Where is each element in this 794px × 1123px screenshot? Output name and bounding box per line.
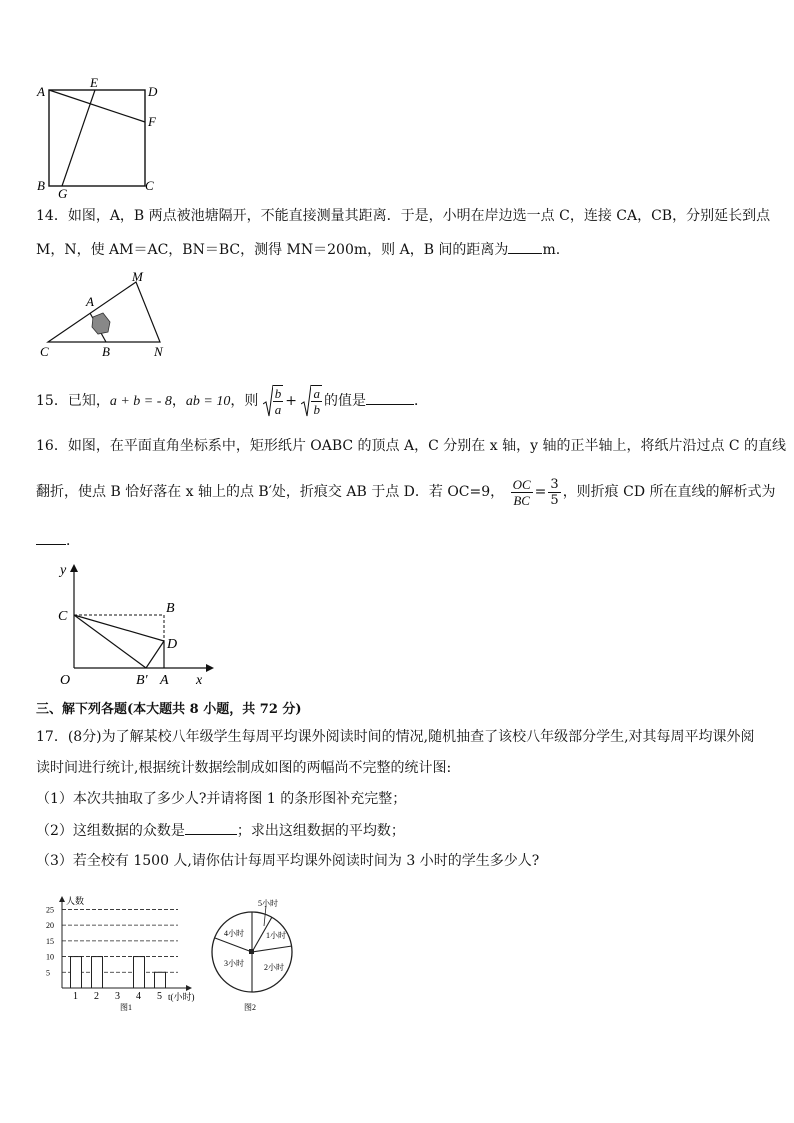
bar-chart-ylabel: 人数 (66, 896, 85, 906)
q16-end: ． (66, 533, 80, 549)
label-A: A (160, 673, 169, 688)
label-C: C (40, 344, 49, 359)
pie-label-5h: 5小时 (258, 899, 278, 908)
q17-sub2-text: （2）这组数据的众数是 (36, 823, 185, 839)
question-17-sub3: （3）若全校有 1500 人,请你估计每周平均课外阅读时间为 3 小时的学生多少人? (36, 853, 540, 869)
question-15: 15．已知，a + b = - 8，ab = 10，则 $\frac{b}{a}$ + $\frac{a}{b}$ 的值是 ． (36, 386, 428, 417)
q15-cond2: ab = 10 (185, 394, 231, 409)
fraction-three-fifths (548, 477, 560, 508)
y-tick-label: 5 (46, 968, 50, 978)
q16-val-num: 3 (550, 476, 559, 492)
bar-chart-title: 图1 (120, 1003, 132, 1012)
fraction-oc-bc (511, 477, 533, 508)
q17-mode-blank[interactable] (185, 820, 237, 835)
pie-chart-figure-2 (206, 894, 306, 1016)
bar-chart-xlabel: t(小时) (168, 992, 195, 1002)
label-y: y (60, 563, 67, 578)
q15-prefix: 15．已知， (36, 393, 110, 409)
radical-sign (263, 384, 273, 418)
label-D: D (148, 84, 158, 99)
q15-post: 的值是 (323, 393, 366, 409)
question-17-line2: 读时间进行统计,根据统计数据绘制成如图的两幅尚不完整的统计图: (36, 760, 452, 776)
label-O: O (60, 673, 71, 688)
label-x: x (196, 673, 203, 688)
y-tick-label: 25 (46, 905, 54, 915)
q15-answer-blank[interactable] (366, 390, 414, 405)
q15-cond1: a + b = - 8 (109, 394, 172, 409)
pie-label-4h: 4小时 (224, 929, 244, 938)
label-C: C (145, 178, 154, 193)
sqrt-b-over-a (263, 384, 286, 418)
q14-text: M，N，使 AM＝AC，BN＝BC，测得 MN＝200m，则 A，B 间的距离为 (36, 242, 509, 258)
sqrt-a-over-b (301, 384, 324, 418)
label-M: M (132, 270, 143, 284)
pie-label-1h: 1小时 (266, 931, 286, 940)
q16-frac-den: BC (513, 492, 530, 508)
q16-frac-num: OC (512, 476, 531, 492)
q15-plus: + (285, 393, 298, 409)
label-B: B (37, 178, 45, 193)
y-tick-label: 20 (46, 921, 54, 931)
pond-shape (92, 313, 110, 334)
section-heading: 三、解下列各题(本大题共 8 小题，共 72 分) (36, 702, 302, 717)
pie-label-3h: 3小时 (224, 959, 244, 968)
label-B: B (166, 601, 175, 616)
label-A: A (37, 84, 45, 99)
q15-den2: b (313, 402, 320, 417)
bar-1 (71, 957, 82, 988)
q14-answer-blank[interactable] (508, 239, 542, 254)
label-D: D (167, 637, 178, 652)
y-tick-label: 15 (46, 936, 54, 946)
radical-sign (301, 384, 311, 418)
x-tick-label: 4 (136, 991, 141, 1002)
bar-4 (134, 957, 145, 988)
label-F: F (148, 114, 156, 129)
q17-sub2-post: ；求出这组数据的平均数； (236, 823, 405, 839)
label-G: G (58, 186, 68, 200)
question-16-line3 (36, 530, 80, 551)
question-14-line2 (36, 239, 560, 260)
q16-val-den: 5 (550, 492, 559, 508)
q15-end: ． (413, 393, 428, 409)
pie-chart-title: 图2 (244, 1003, 256, 1012)
question-17-line1: 17．(8分)为了解某校八年级学生每周平均课外阅读时间的情况,随机抽查了该校八年级部分学生,对其每周平均课外阅 (36, 729, 755, 745)
y-tick-label: 10 (46, 952, 54, 962)
label-C: C (58, 609, 68, 624)
x-tick-label: 3 (115, 991, 120, 1002)
x-tick-label: 1 (73, 991, 78, 1002)
label-B: B (102, 344, 110, 359)
square-figure (34, 76, 164, 200)
question-14-line1: 14．如图，A，B 两点被池塘隔开，不能直接测量其距离．于是，小明在岸边选一点 C，连接 CA，CB，分别延长到点 (36, 208, 771, 224)
question-16-line1: 16．如图，在平面直角坐标系中，矩形纸片 OABC 的顶点 A，C 分别在 x 轴，y 轴的正半轴上，将纸片沿过点 C 的直线 (36, 438, 787, 454)
bar-5 (155, 972, 166, 988)
label-B-prime: B′ (136, 673, 148, 688)
pie-label-2h: 2小时 (264, 963, 284, 972)
bar-2 (92, 957, 103, 988)
question-16-line2 (36, 476, 776, 508)
q15-num2: a (313, 386, 320, 401)
x-tick-label: 5 (157, 991, 162, 1002)
pond-figure (36, 270, 176, 362)
q15-mid: ，则 (230, 393, 259, 409)
label-N: N (154, 344, 163, 359)
question-17-sub2 (36, 820, 405, 841)
label-E: E (90, 76, 98, 90)
q15-den1: a (274, 402, 282, 417)
q16-answer-blank[interactable] (36, 530, 66, 545)
q16-eq: = (534, 484, 547, 500)
coordinate-figure (46, 560, 226, 690)
question-17-sub1: （1）本次共抽取了多少人?并请将图 1 的条形图补充完整； (36, 791, 407, 807)
q15-num1: b (274, 386, 282, 401)
x-tick-label: 2 (94, 991, 99, 1002)
q16-text: 翻折，使点 B 恰好落在 x 轴上的点 B′处，折痕交 AB 于点 D．若 OC=9， (36, 484, 505, 500)
q14-unit: m. (542, 242, 561, 258)
bar-chart-figure-1 (40, 892, 210, 1014)
q16-text-post: ，则折痕 CD 所在直线的解析式为 (562, 484, 776, 500)
label-A: A (86, 294, 94, 309)
